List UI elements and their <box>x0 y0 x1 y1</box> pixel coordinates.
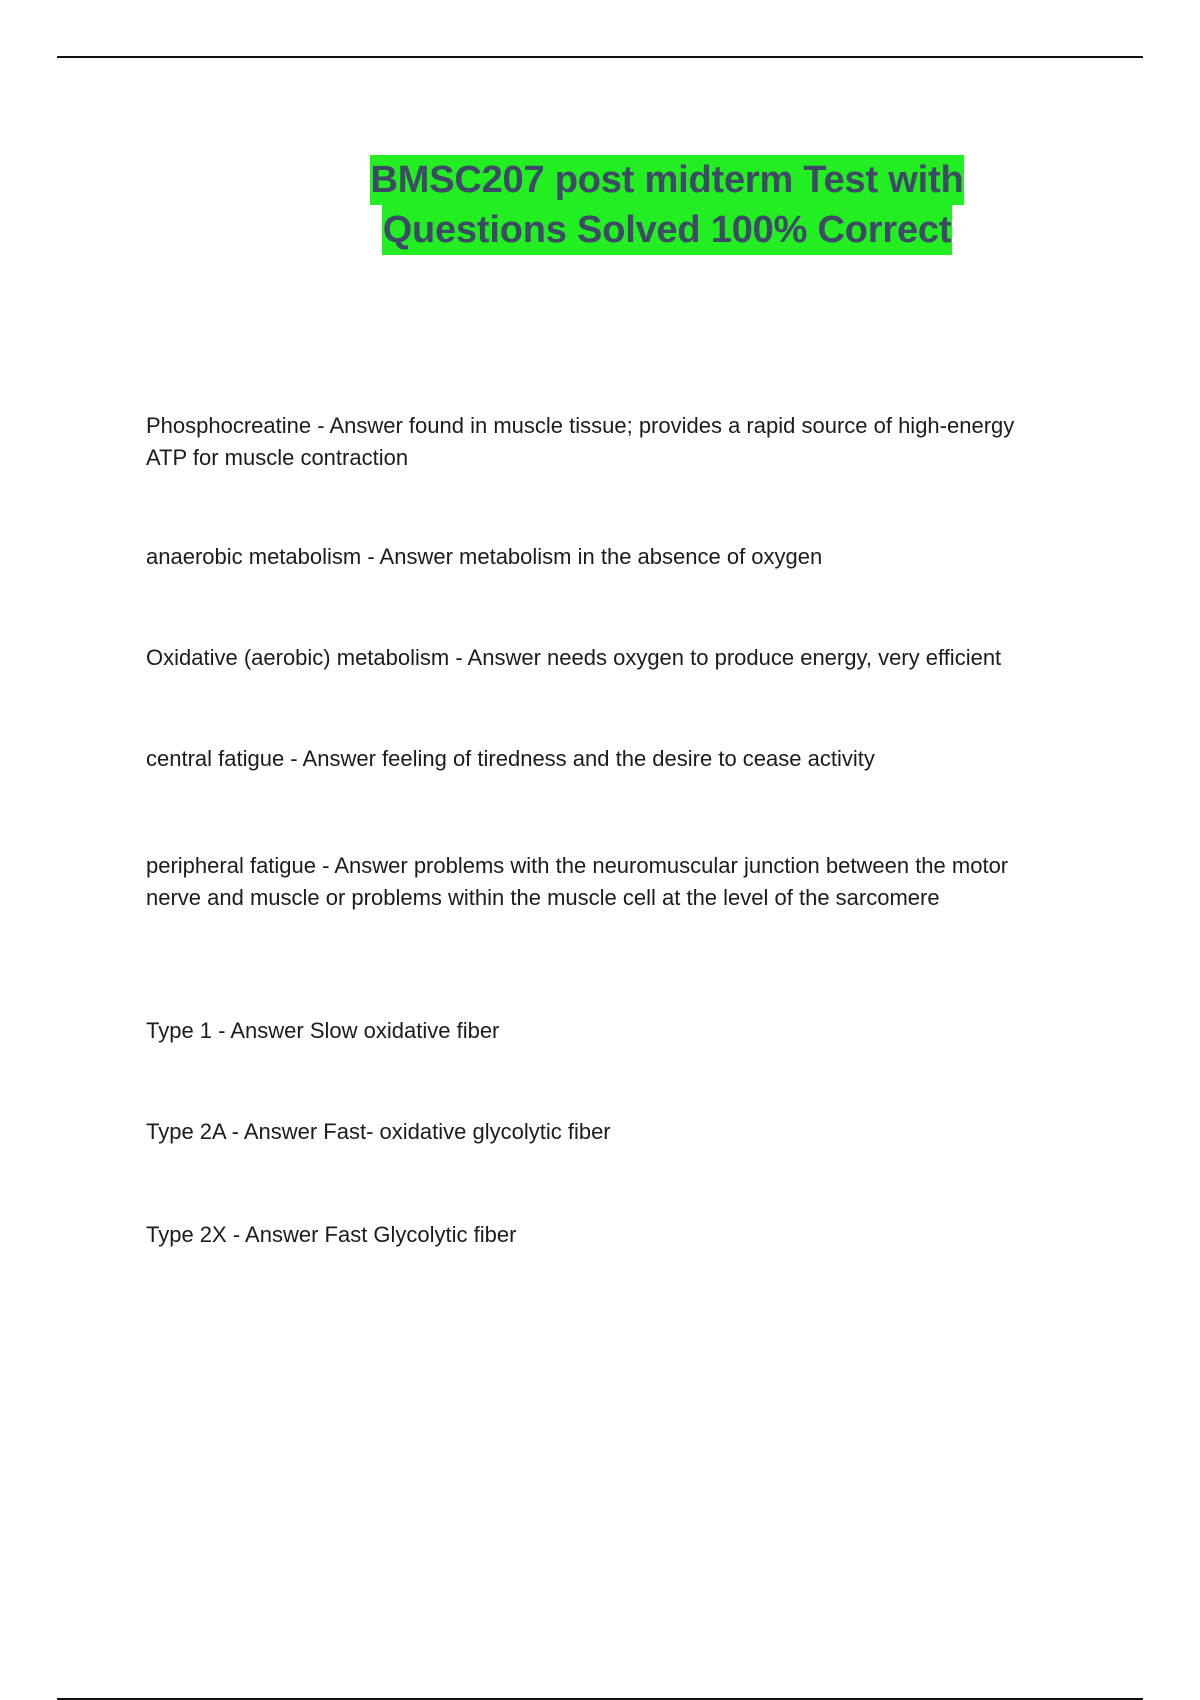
qa-entry-oxidative-metabolism: Oxidative (aerobic) metabolism - Answer needs oxygen to produce energy, very efficient <box>146 645 1002 670</box>
qa-entry-type-2x: Type 2X - Answer Fast Glycolytic fiber <box>146 1222 517 1247</box>
title-line-1: BMSC207 post midterm Test with <box>370 155 965 205</box>
top-rule <box>57 56 1143 58</box>
qa-entry-type-2a: Type 2A - Answer Fast- oxidative glycolytic fiber <box>146 1119 611 1144</box>
title-line-2: Questions Solved 100% Correct <box>382 205 953 255</box>
qa-entry-anaerobic-metabolism: anaerobic metabolism - Answer metabolism in the absence of oxygen <box>146 544 823 569</box>
qa-entry-central-fatigue: central fatigue - Answer feeling of tiredness and the desire to cease activity <box>146 746 875 771</box>
document-title <box>0 155 1200 255</box>
qa-entry-phosphocreatine: Phosphocreatine - Answer found in muscle tissue; provides a rapid source of high-energy ATP for muscle contraction <box>146 413 1015 470</box>
qa-entry-type-1: Type 1 - Answer Slow oxidative fiber <box>146 1018 500 1043</box>
qa-entry-peripheral-fatigue: peripheral fatigue - Answer problems with the neuromuscular junction between the motor nerve and muscle or problems within the muscle cell at the level of the sarcomere <box>146 853 1009 910</box>
